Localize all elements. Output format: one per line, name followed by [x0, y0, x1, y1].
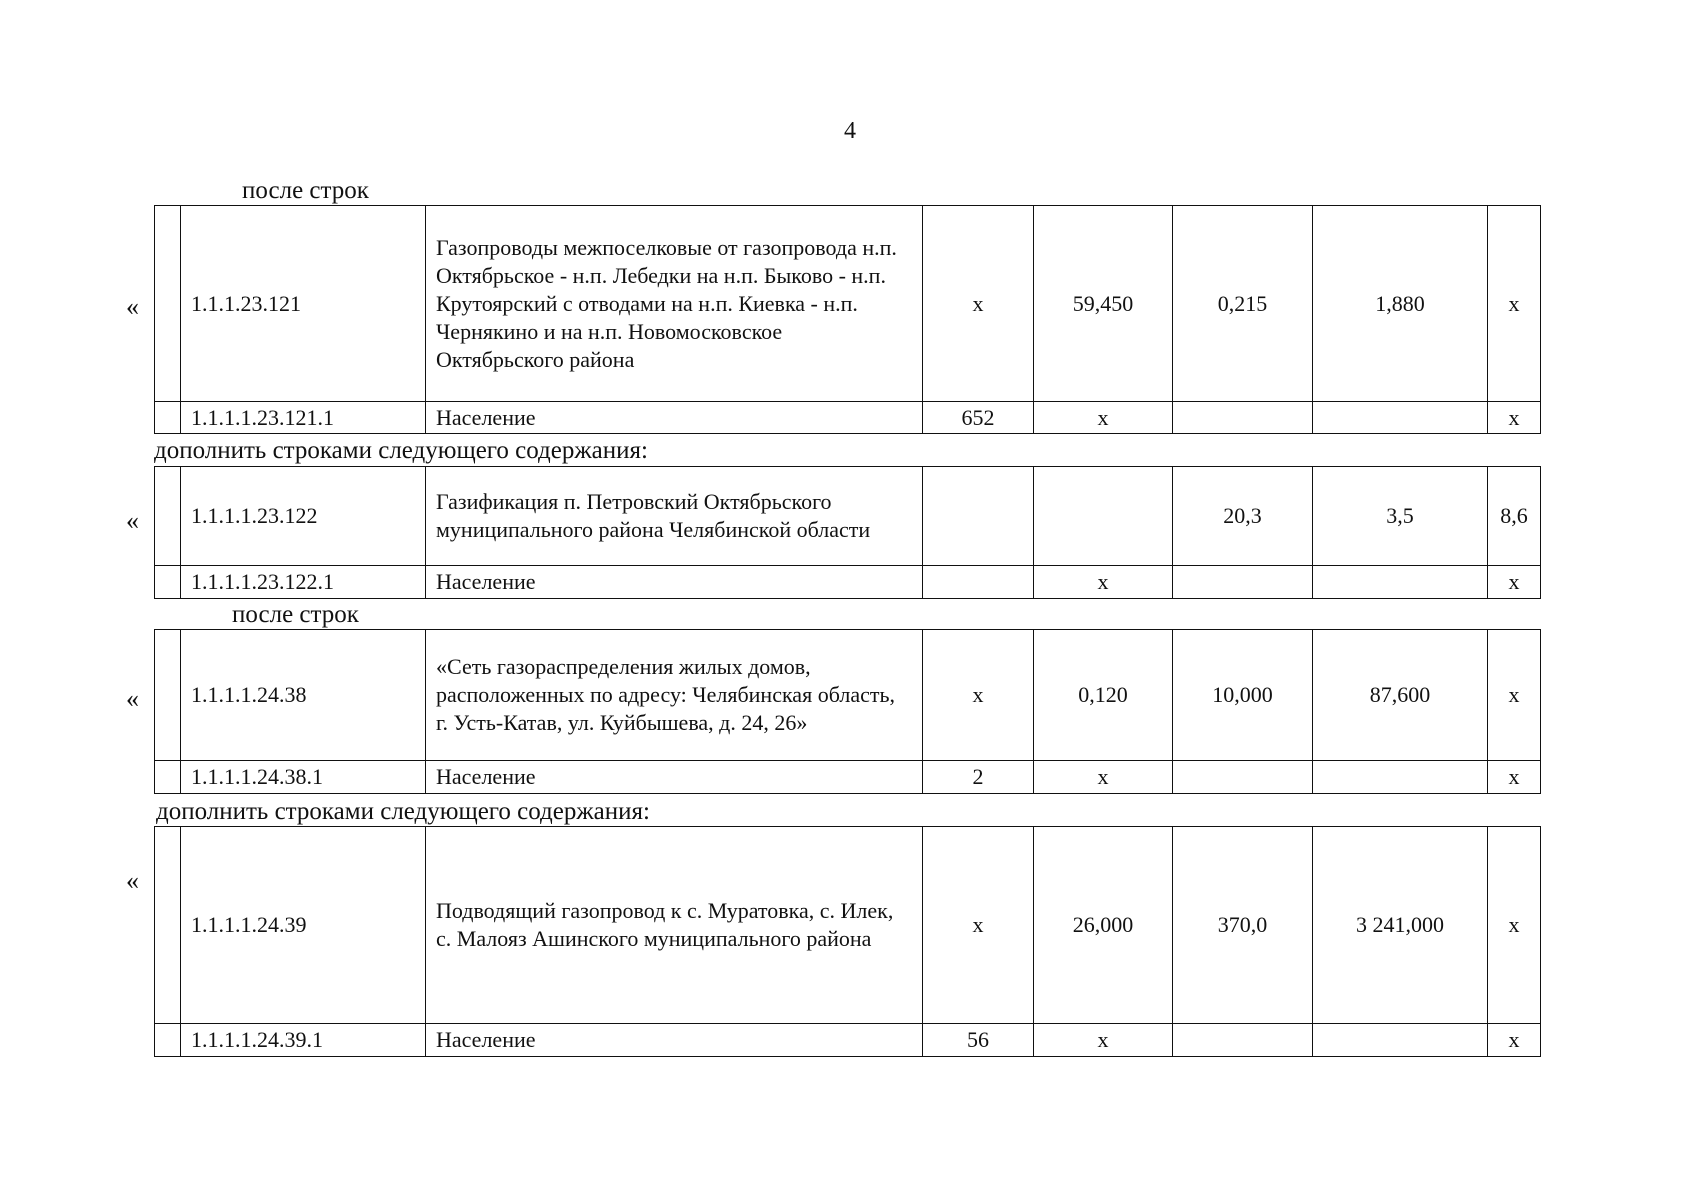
value-cell: 1,880: [1313, 206, 1488, 402]
opening-quote: «: [126, 866, 139, 895]
empty-cell: [155, 467, 181, 566]
value-cell: [1313, 402, 1488, 434]
value-cell: 87,600: [1313, 630, 1488, 761]
value-cell: х: [1034, 402, 1173, 434]
value-cell: [923, 467, 1034, 566]
intro-text: после строк: [232, 601, 359, 628]
empty-cell: [155, 1024, 181, 1057]
empty-cell: [155, 827, 181, 1024]
value-cell: х: [1034, 1024, 1173, 1057]
value-cell: х: [923, 630, 1034, 761]
empty-cell: [155, 206, 181, 402]
code-cell: 1.1.1.1.24.38: [181, 630, 426, 761]
empty-cell: [155, 630, 181, 761]
value-cell: 0,215: [1173, 206, 1313, 402]
value-cell: [923, 566, 1034, 599]
code-cell: 1.1.1.1.23.122: [181, 467, 426, 566]
value-cell: х: [1488, 761, 1541, 794]
value-cell: [1173, 566, 1313, 599]
table-block-1: [154, 205, 1541, 434]
table-row: [155, 827, 1541, 1024]
value-cell: х: [1488, 566, 1541, 599]
opening-quote: «: [126, 684, 139, 713]
value-cell: 56: [923, 1024, 1034, 1057]
code-cell: 1.1.1.23.121: [181, 206, 426, 402]
opening-quote: «: [126, 506, 139, 535]
name-cell: Население: [426, 402, 923, 434]
name-cell: Газопроводы межпоселковые от газопровода н.п. Октябрьское - н.п. Лебедки на н.п. Быково - н.п. Крутоярский с отводами на н.п. Киевка - н.п. Чернякино и на н.п. Новомосковское Октябрьского района: [426, 206, 923, 402]
value-cell: х: [1488, 630, 1541, 761]
table-row: [155, 1024, 1541, 1057]
table-row: [155, 630, 1541, 761]
empty-cell: [155, 566, 181, 599]
code-cell: 1.1.1.1.24.39: [181, 827, 426, 1024]
value-cell: 26,000: [1034, 827, 1173, 1024]
value-cell: 3 241,000: [1313, 827, 1488, 1024]
empty-cell: [155, 402, 181, 434]
table-row: [155, 761, 1541, 794]
value-cell: [1313, 1024, 1488, 1057]
value-cell: 370,0: [1173, 827, 1313, 1024]
value-cell: [1313, 761, 1488, 794]
value-cell: х: [923, 827, 1034, 1024]
name-cell: Население: [426, 566, 923, 599]
table-row: [155, 467, 1541, 566]
value-cell: х: [1488, 206, 1541, 402]
name-cell: Население: [426, 761, 923, 794]
value-cell: х: [1034, 566, 1173, 599]
value-cell: [1173, 402, 1313, 434]
name-cell: Газификация п. Петровский Октябрьского муниципального района Челябинской области: [426, 467, 923, 566]
table-block-2: [154, 466, 1541, 599]
table-row: [155, 402, 1541, 434]
value-cell: х: [1488, 402, 1541, 434]
intro-text: после строк: [242, 177, 369, 204]
name-cell: Население: [426, 1024, 923, 1057]
value-cell: 0,120: [1034, 630, 1173, 761]
table-block-3: [154, 629, 1541, 794]
intro-text: дополнить строками следующего содержания:: [154, 437, 648, 464]
value-cell: х: [1488, 1024, 1541, 1057]
value-cell: [1034, 467, 1173, 566]
table-block-4: [154, 826, 1541, 1057]
empty-cell: [155, 761, 181, 794]
code-cell: 1.1.1.1.23.121.1: [181, 402, 426, 434]
value-cell: [1313, 566, 1488, 599]
table-row: [155, 206, 1541, 402]
value-cell: 2: [923, 761, 1034, 794]
value-cell: х: [1034, 761, 1173, 794]
value-cell: 8,6: [1488, 467, 1541, 566]
value-cell: [1173, 1024, 1313, 1057]
value-cell: 652: [923, 402, 1034, 434]
code-cell: 1.1.1.1.23.122.1: [181, 566, 426, 599]
name-cell: «Сеть газораспределения жилых домов, расположенных по адресу: Челябинская область, г. Усть-Катав, ул. Куйбышева, д. 24, 26»: [426, 630, 923, 761]
intro-text: дополнить строками следующего содержания:: [156, 798, 650, 825]
table-row: [155, 566, 1541, 599]
value-cell: х: [923, 206, 1034, 402]
opening-quote: «: [126, 292, 139, 321]
page-number: 4: [844, 118, 856, 144]
value-cell: 20,3: [1173, 467, 1313, 566]
value-cell: [1173, 761, 1313, 794]
value-cell: 3,5: [1313, 467, 1488, 566]
code-cell: 1.1.1.1.24.38.1: [181, 761, 426, 794]
code-cell: 1.1.1.1.24.39.1: [181, 1024, 426, 1057]
value-cell: х: [1488, 827, 1541, 1024]
value-cell: 59,450: [1034, 206, 1173, 402]
name-cell: Подводящий газопровод к с. Муратовка, с. Илек, с. Малояз Ашинского муниципального района: [426, 827, 923, 1024]
value-cell: 10,000: [1173, 630, 1313, 761]
